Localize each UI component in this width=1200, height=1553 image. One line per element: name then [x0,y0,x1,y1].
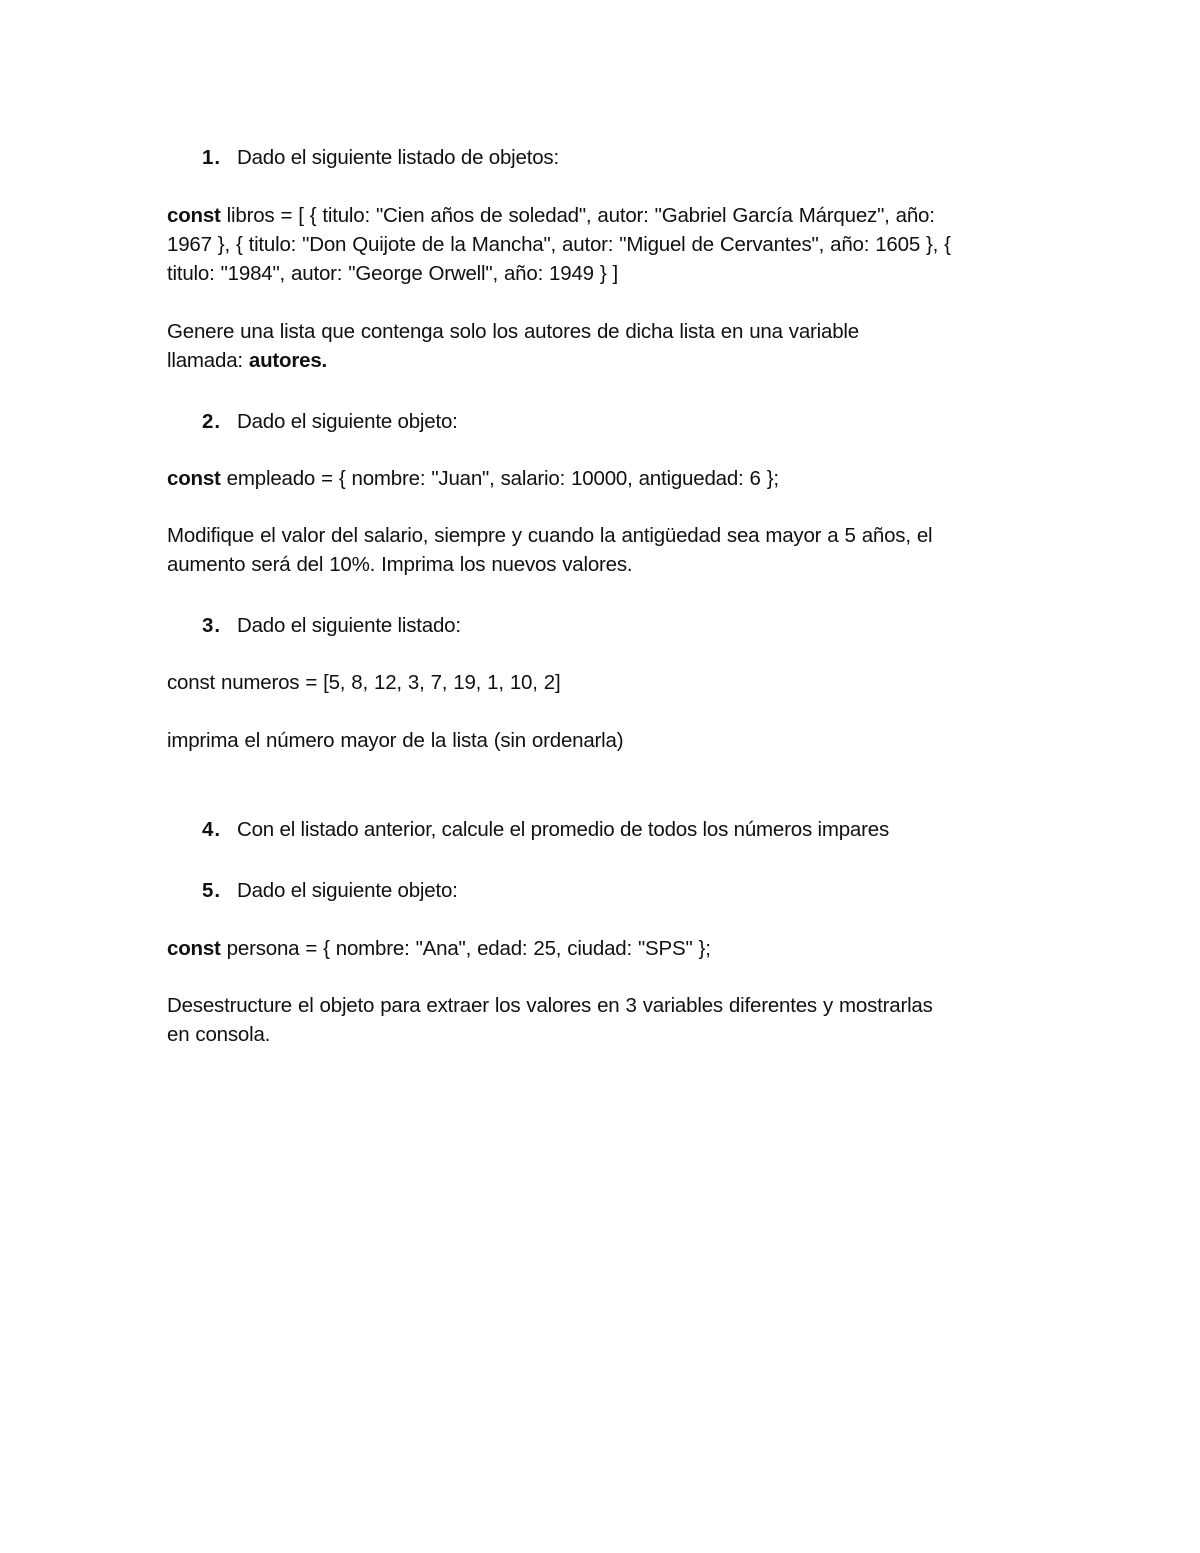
exercise-2-code [167,464,1047,493]
exercise-3-instruction [167,726,1047,755]
exercise-2-number: 2. [202,410,222,433]
exercise-2-instruction-line-1: Modifique el valor del salario, siempre y cuando la antigüedad sea mayor a 5 años, el [167,524,933,547]
code-text: libros = [ { titulo: "Cien años de soledad", autor: "Gabriel García Márquez", año: [220,204,935,227]
exercise-3-heading-text: Dado el siguiente listado: [237,614,461,637]
exercise-1-heading [202,143,559,172]
const-keyword: const [167,937,221,960]
exercise-2-instruction-line-2: aumento será del 10%. Imprima los nuevos valores. [167,553,633,576]
code-text: empleado = { nombre: "Juan", salario: 10000, antiguedad: 6 }; [220,467,779,490]
exercise-1-instruction [167,317,1047,375]
exercise-5-number: 5. [202,879,222,902]
exercise-2-heading [202,407,458,436]
exercise-4-heading [202,815,889,844]
exercise-1-code [167,201,1047,288]
exercise-1-heading-text: Dado el siguiente listado de objetos: [237,146,559,169]
exercise-2-heading-text: Dado el siguiente objeto: [237,410,458,433]
exercise-5-code [167,934,1047,963]
exercise-2-code-line-1 [167,464,1047,493]
exercise-3-heading [202,611,461,640]
const-keyword: const [167,467,221,490]
instruction-text: llamada: [167,349,249,372]
exercise-5-code-line-1 [167,934,1047,963]
exercise-2-instruction [167,521,1047,579]
exercise-4-heading-text: Con el listado anterior, calcule el promedio de todos los números impares [237,818,890,841]
code-text: persona = { nombre: "Ana", edad: 25, ciudad: "SPS" }; [220,937,711,960]
variable-name: autores. [248,349,328,372]
exercise-1-code-line-3: titulo: "1984", autor: "George Orwell", año: 1949 } ] [167,262,618,285]
exercise-5-instruction-line-1: Desestructure el objeto para extraer los valores en 3 variables diferentes y mostrarlas [167,994,933,1017]
exercise-3-code [167,668,1047,697]
exercise-1-instruction-line-1: Genere una lista que contenga solo los autores de dicha lista en una variable [167,320,859,343]
exercise-4-number: 4. [202,818,222,841]
exercise-5-heading-text: Dado el siguiente objeto: [237,879,458,902]
exercise-5-instruction [167,991,1047,1049]
exercise-1-number: 1. [202,146,222,169]
exercise-1-instruction-line-2 [167,346,1047,375]
const-keyword: const [167,204,221,227]
exercise-3-code-line-1: const numeros = [5, 8, 12, 3, 7, 19, 1, 10, 2] [167,671,561,694]
exercise-3-number: 3. [202,614,222,637]
exercise-1-code-line-2: 1967 }, { titulo: "Don Quijote de la Mancha", autor: "Miguel de Cervantes", año: 1605 }, { [167,233,951,256]
exercise-5-instruction-line-2: en consola. [167,1023,271,1046]
exercise-1-code-line-1 [167,201,1047,230]
exercise-3-instruction-line-1: imprima el número mayor de la lista (sin ordenarla) [167,729,624,752]
exercise-5-heading [202,876,458,905]
